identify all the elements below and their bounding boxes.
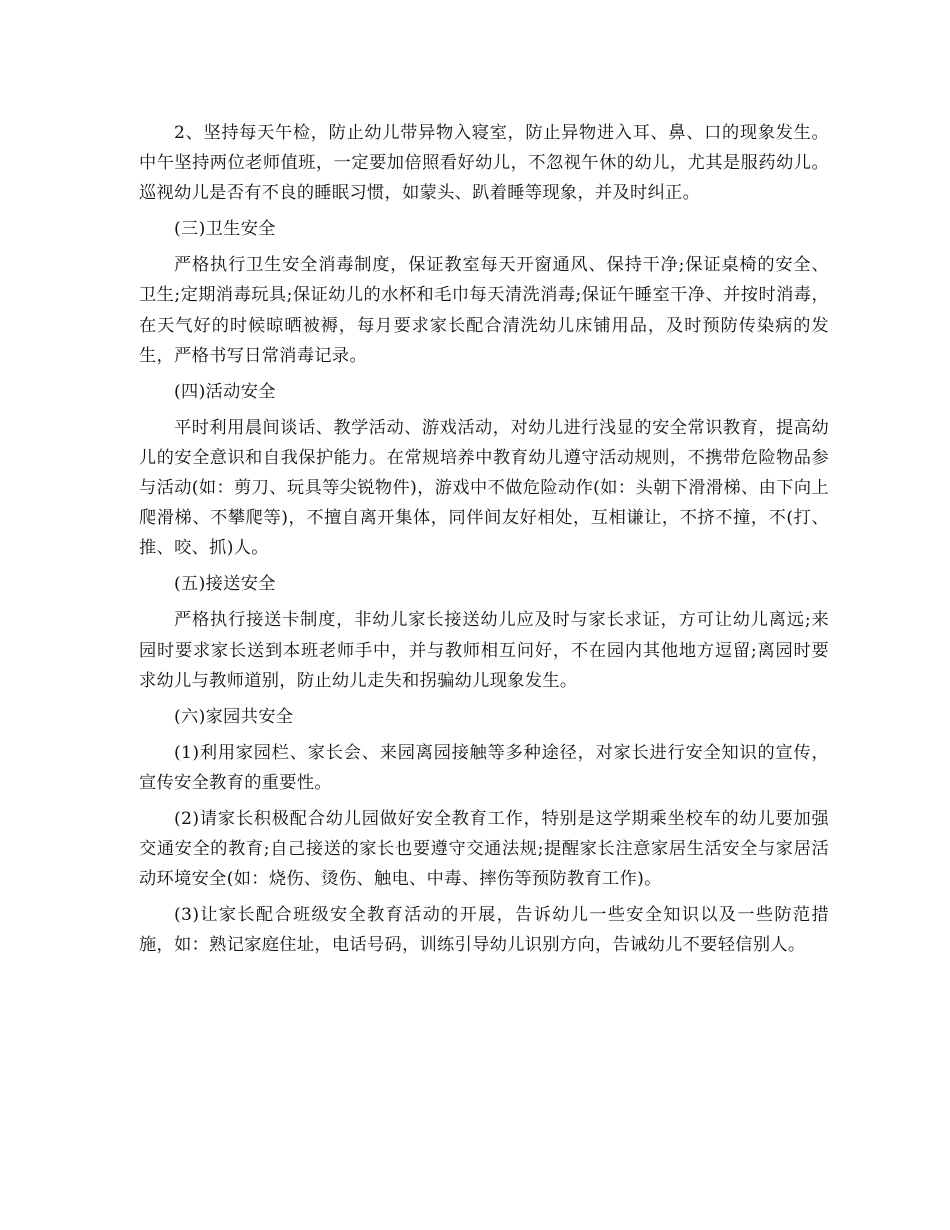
paragraph-home-school-item-2: (2)请家长积极配合幼儿园做好安全教育工作，特别是这学期乘坐校车的幼儿要加强交通安全的教育;自己接送的家长也要遵守交通法规;提醒家长注意家居生活安全与家居活动环境安全(如：烧伤、烫伤、触电、中毒、摔伤等预防教育工作)。 <box>139 808 829 890</box>
paragraph-pickup-safety: 严格执行接送卡制度，非幼儿家长接送幼儿应及时与家长求证，方可让幼儿离远;来园时要求家长送到本班老师手中，并与教师相互问好，不在园内其他地方逗留;离园时要求幼儿与教师道别，防止幼儿走失和拐骗幼儿现象发生。 <box>139 610 829 691</box>
paragraph-noon-check: 2、坚持每天午检，防止幼儿带异物入寝室，防止异物进入耳、鼻、口的现象发生。中午坚持两位老师值班，一定要加倍照看好幼儿，不忽视午休的幼儿，尤其是服药幼儿。巡视幼儿是否有不良的睡眠习惯，如蒙头、趴着睡等现象，并及时纠正。 <box>139 123 829 204</box>
section-heading-pickup-safety: (五)接送安全 <box>174 574 276 595</box>
document-page <box>139 118 829 966</box>
paragraph-home-school-item-3: (3)让家长配合班级安全教育活动的开展，告诉幼儿一些安全知识以及一些防范措施，如：熟记家庭住址，电话号码，训练引导幼儿识别方向，告诫幼儿不要轻信别人。 <box>139 905 829 956</box>
section-heading-activity-safety: (四)活动安全 <box>174 381 276 402</box>
paragraph-hygiene-safety: 严格执行卫生安全消毒制度，保证教室每天开窗通风、保持干净;保证桌椅的安全、卫生;定期消毒玩具;保证幼儿的水杯和毛巾每天清洗消毒;保证午睡室干净、并按时消毒，在天气好的时候晾晒被褥，每月要求家长配合清洗幼儿床铺用品，及时预防传染病的发生，严格书写日常消毒记录。 <box>139 255 829 366</box>
section-heading-hygiene-safety: (三)卫生安全 <box>174 219 276 240</box>
paragraph-home-school-item-1: (1)利用家园栏、家长会、来园离园接触等多种途径，对家长进行安全知识的宣传，宣传安全教育的重要性。 <box>139 742 829 793</box>
section-heading-home-school-safety: (六)家园共安全 <box>174 706 294 727</box>
paragraph-activity-safety: 平时利用晨间谈话、教学活动、游戏活动，对幼儿进行浅显的安全常识教育，提高幼儿的安全意识和自我保护能力。在常规培养中教育幼儿遵守活动规则，不携带危险物品参与活动(如：剪刀、玩具等尖锐物件)，游戏中不做危险动作(如：头朝下滑滑梯、由下向上爬滑梯、不攀爬等)，不擅自离开集体，同伴间友好相处，互相谦让，不挤不撞，不(打、推、咬、抓)人。 <box>139 417 829 559</box>
